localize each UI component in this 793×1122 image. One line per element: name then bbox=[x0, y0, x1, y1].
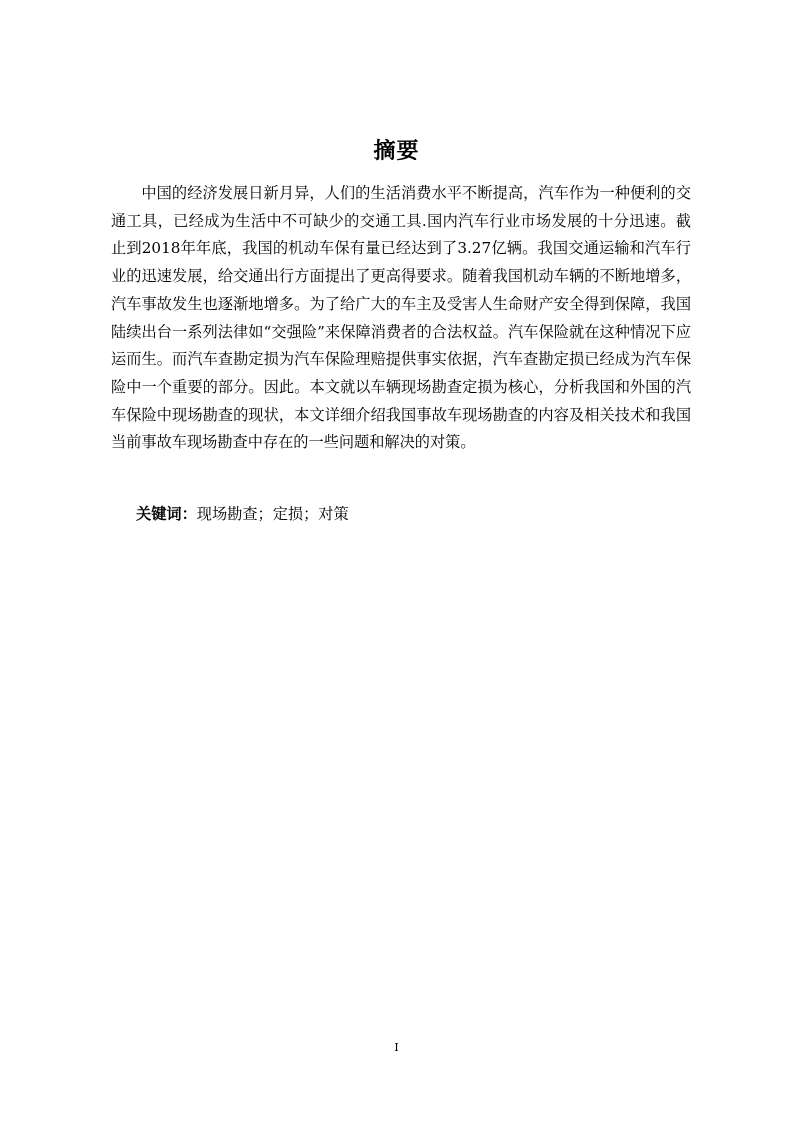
abstract-paragraph: 中国的经济发展日新月异，人们的生活消费水平不断提高，汽车作为一种便利的交通工具，已经成为生活中不可缺少的交通工具.国内汽车行业市场发展的十分迅速。截止到2018年年底，我国的机动车保有量已经达到了3.27亿辆。我国交通运输和汽车行业的迅速发展，给交通出行方面提出了更高得要求。随着我国机动车辆的不断地增多，汽车事故发生也逐渐地增多。为了给广大的车主及受害人生命财产安全得到保障，我国陆续出台一系列法律如“交强险”来保障消费者的合法权益。汽车保险就在这种情况下应运而生。而汽车查勘定损为汽车保险理赔提供事实依据，汽车查勘定损已经成为汽车保险中一个重要的部分。因此。本文就以车辆现场勘查定损为核心，分析我国和外国的汽车保险中现场勘查的现状，本文详细介绍我国事故车现场勘查的内容及相关技术和我国当前事故车现场勘查中存在的一些问题和解决的对策。 bbox=[111, 184, 691, 452]
page-title: 摘要 bbox=[373, 139, 420, 164]
keywords-label: 关键词： bbox=[136, 505, 197, 523]
keywords-line bbox=[136, 500, 676, 528]
keywords-value: 现场勘查；定损；对策 bbox=[196, 505, 349, 523]
page-number: I bbox=[394, 1041, 399, 1054]
